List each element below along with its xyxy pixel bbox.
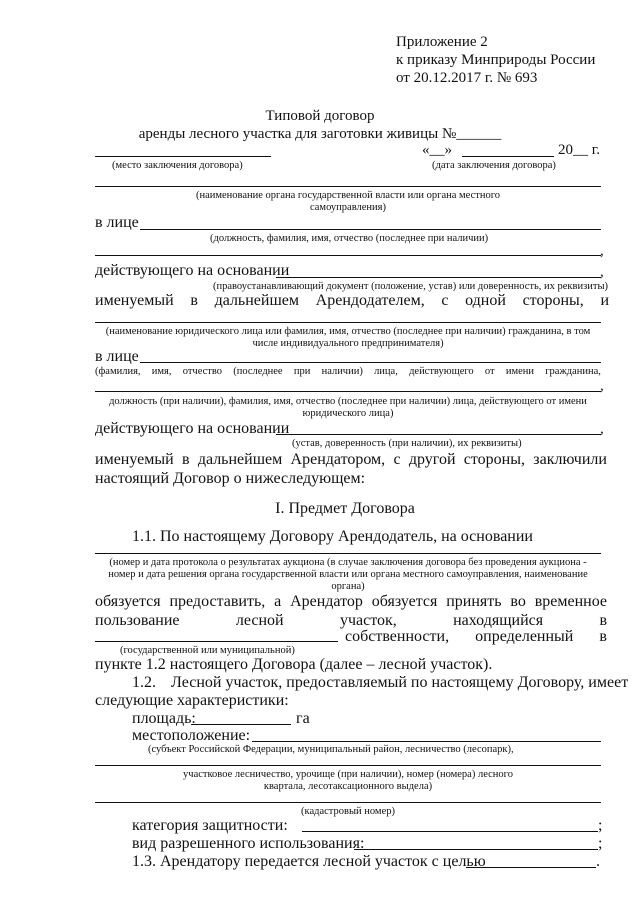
word: имя, [151,366,172,377]
word: Арендатор [290,593,363,610]
basis-label-1: действующего на основании [95,262,290,279]
comma: , [600,378,604,394]
word: лица, [374,366,398,377]
protection-field[interactable] [302,831,598,832]
in-person-field-2[interactable] [140,362,601,363]
appendix-line-2: к приказу Минприроды России [396,52,596,68]
cadastral-field[interactable] [95,802,601,803]
word: другой [408,451,456,468]
authority-caption-2: самоуправления) [309,202,386,213]
p13-purpose-field[interactable] [466,867,596,868]
comma: , [600,421,604,437]
legal-entity-field[interactable] [95,322,601,323]
word: с [393,451,401,468]
forestry-caption-1: участковое лесничество, урочище (при наличии), номер (номера) лесного [183,769,513,780]
in-person-label-1: в лице [95,214,139,231]
p11-caption-1: (номер и дата протокола о результатах аукциона (в случае заключения договора без проведения аукциона - [109,557,587,568]
date-caption: (дата заключения договора) [432,160,556,171]
word: участок, [339,612,397,629]
obliges-line [95,593,607,611]
word: обязуется [95,593,161,610]
legal-entity-caption-1: (наименование юридического лица или фамилия, имя, отчество (последнее при наличии) гражданина, в том [105,326,591,337]
ownership-line [345,628,607,646]
semicolon: ; [598,835,603,852]
protection-label: категория защитности: [132,817,288,834]
p11-caption-2: номер и дата решения органа государственной власти или органа местного самоуправления, наименование [108,569,588,580]
word: дальнейшем [214,292,299,309]
title-line-2: аренды лесного участка для заготовки живицы №______ [138,126,502,142]
basis-caption-2: (устав, доверенность (при наличии), их реквизиты) [292,438,522,449]
word: имени [505,366,535,377]
place-field[interactable] [95,156,271,157]
location-label: местоположение: [132,727,251,744]
forestry-caption-2: квартала, лесотаксационного выдела) [263,781,433,792]
date-year-field[interactable]: 20__ г. [558,142,600,158]
location-field[interactable] [252,741,601,742]
point-ref: пункте 1.2 настоящего Договора (далее – лесной участок). [95,656,493,673]
semicolon: ; [598,817,603,834]
word: в [181,451,190,468]
p11-intro: 1.1. По настоящему Договору Арендодатель, на основании [132,528,533,545]
word: обязуется [371,593,438,610]
word: от [484,366,495,377]
ownership-field[interactable] [95,641,338,642]
word: в [599,628,607,645]
lessee-line [95,451,607,469]
comma: , [600,264,604,280]
p11-basis-field[interactable] [95,553,601,554]
date-day-field[interactable]: «__» [422,142,452,158]
forestry-field[interactable] [95,765,601,766]
word: принять [446,593,502,610]
in-person-caption-2b-1: должность (при наличии), фамилия, имя, отчество (последнее при наличии) лица, действующего от имени [109,396,587,407]
p12-line-2: следующие характеристики: [95,692,289,709]
permitted-use-label: вид разрешенного использования: [132,835,365,852]
word: а [274,593,282,610]
appendix-line-3: от 20.12.2017 г. № 693 [396,70,538,86]
title-line-1: Типовой договор [265,108,375,124]
date-month-field[interactable] [462,156,554,157]
word: лесной [235,612,284,629]
comma: , [600,243,604,259]
in-person-caption-1: (должность, фамилия, имя, отчество (последнее при наличии) [210,233,489,244]
word: в [599,612,607,629]
word: (фамилия, [95,366,141,377]
word: одной [465,292,506,309]
basis-label-2: действующего на основании [95,420,290,437]
word: стороны, [463,451,525,468]
word: именуемый [95,451,174,468]
word: собственности, [345,628,450,645]
word: гражданина, [545,366,601,377]
word: (последнее [233,366,283,377]
word: с [441,292,449,309]
basis-field-2[interactable] [276,434,601,435]
p13-text: 1.3. Арендатору передается лесной участок с целью [132,853,486,870]
p12-num: 1.2. [132,674,156,691]
word: пользование [95,612,180,629]
word: находящийся [453,612,544,629]
area-field[interactable] [191,724,291,725]
location-caption: (субъект Российской Федерации, муниципальный район, лесничество (лесопарк), [148,744,514,755]
period: . [596,853,600,870]
legal-entity-caption-2: числе индивидуального предпринимателя) [252,338,444,349]
word: во [510,593,526,610]
word: определенный [475,628,574,645]
basis-caption-1: (правоустанавливающий документ (положение, устав) или доверенность, их реквизиты) [213,281,609,292]
word: при [293,366,311,377]
basis-field-1[interactable] [276,277,601,278]
word: заключили [533,451,607,468]
section-heading: I. Предмет Договора [275,500,415,517]
word: и [600,292,609,309]
word: наличии) [321,366,363,377]
word: в [190,292,198,309]
cadastral-caption: (кадастровый номер) [301,806,395,817]
word: Арендодателем, [315,292,425,309]
authority-caption-1: (наименование органа государственной власти или органа местного [195,190,501,201]
word: предоставить, [169,593,266,610]
lessee-line-2: настоящий Договор о нижеследующем: [95,470,366,487]
appendix-line-1: Приложение 2 [396,34,488,50]
in-person-field-1[interactable] [140,229,601,230]
word: именуемый [95,292,174,309]
area-label: площадь: [132,710,196,727]
in-person-caption-2b-2: юридического лица) [302,408,394,419]
in-person-label-2: в лице [95,348,139,365]
in-person-field-2b[interactable] [95,391,601,392]
in-person-caption-2 [95,366,601,377]
p11-caption-3: органа) [331,581,365,592]
permitted-use-field[interactable] [354,849,598,850]
word: Арендатором, [290,451,386,468]
word: стороны, [522,292,584,309]
word: отчество [182,366,223,377]
word: действующего [409,366,474,377]
in-person-field-1b[interactable] [95,255,601,256]
word: дальнейшем [197,451,283,468]
p12-text: Лесной участок, предоставляемый по настоящему Договору, имеет [171,674,629,691]
lessor-line [95,292,609,310]
authority-field[interactable] [95,186,601,187]
ownership-caption: (государственной или муниципальной) [120,645,295,656]
word: временное [534,593,607,610]
area-unit: га [296,710,310,727]
place-caption: (место заключения договора) [112,160,243,171]
